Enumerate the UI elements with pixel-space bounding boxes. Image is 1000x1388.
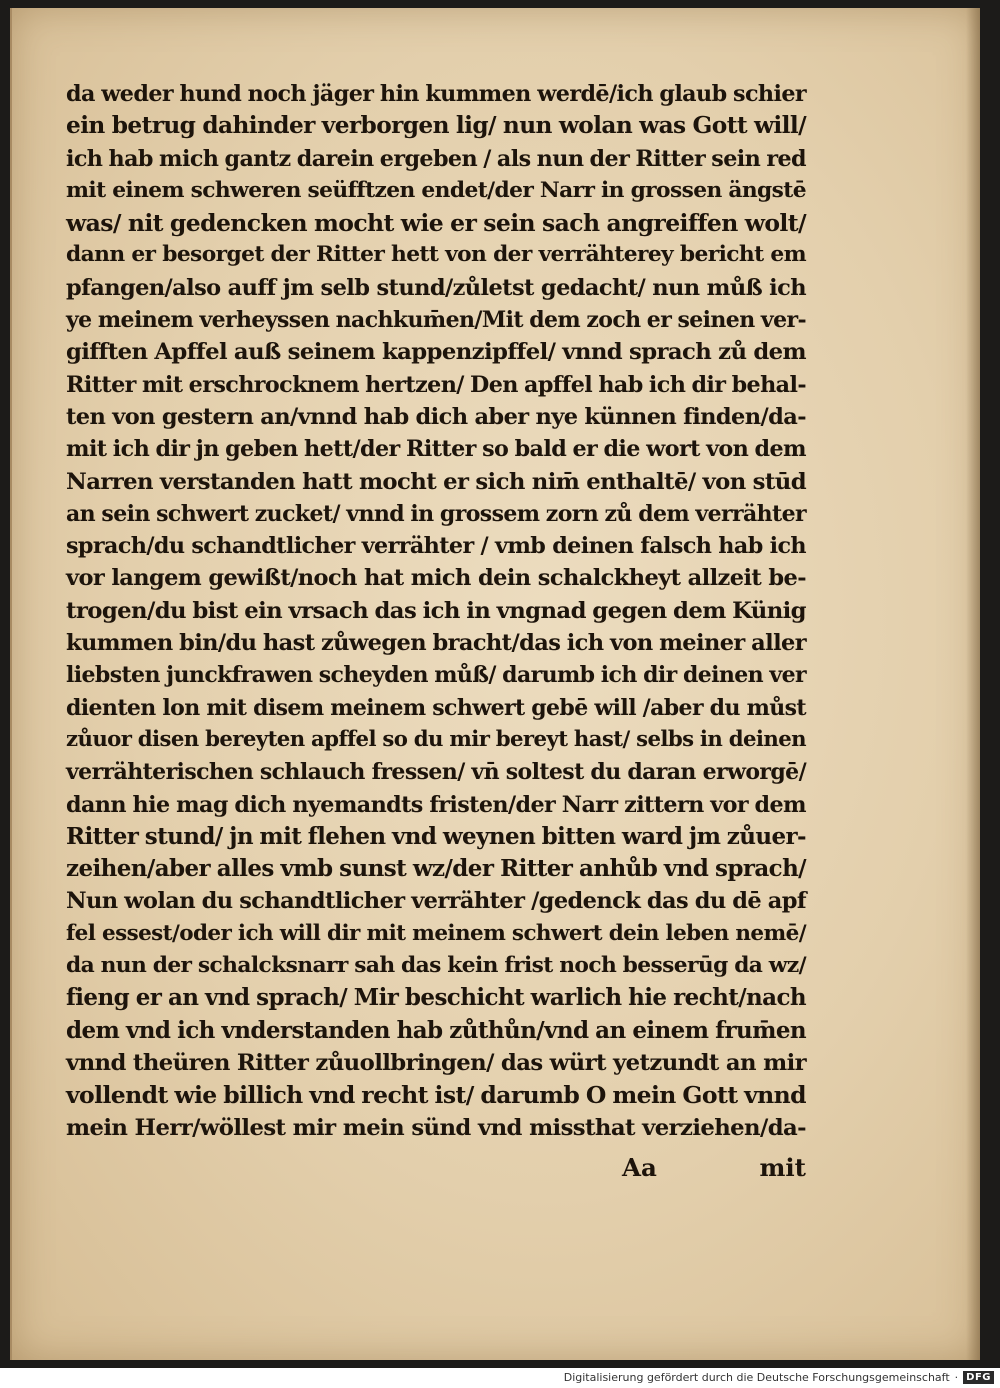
text-line: ich hab mich gantz darein ergeben / als nun der Ritter sein red	[66, 145, 806, 172]
text-line: sprach/du schandtlicher verrähter / vmb deinen falsch hab ich	[66, 533, 806, 560]
text-line: vollendt wie billich vnd recht ist/ darumb O mein Gott vnnd	[66, 1081, 806, 1110]
text-line: zůuor disen bereyten apffel so du mir bereyt hast/ selbs in deinen	[66, 726, 806, 752]
text-line: trogen/du bist ein vrsach das ich in vngnad gegen dem Künig	[66, 597, 806, 624]
text-line: verrähterischen schlauch fressen/ vn̄ soltest du daran erworgē/	[66, 759, 806, 786]
catchword: mit	[759, 1153, 806, 1182]
text-line: vnnd theüren Ritter zůuollbringen/ das würt yetzundt an mir	[66, 1049, 806, 1076]
text-line: mit einem schweren seüfftzen endet/der Narr in grossen ängstē	[66, 177, 806, 203]
text-line: fieng er an vnd sprach/ Mir beschicht warlich hie recht/nach	[66, 984, 806, 1012]
text-line: mit ich dir jn geben hett/der Ritter so bald er die wort von dem	[66, 436, 806, 463]
text-line: Narren verstanden hatt mocht er sich nim̄ enthaltē/ von stūd	[66, 468, 806, 495]
text-line: an sein schwert zucket/ vnnd in grossem zorn zů dem verrähter	[66, 500, 806, 527]
signature-mark: Aa	[622, 1153, 657, 1182]
text-line: dienten lon mit disem meinem schwert gebē will /aber du můst	[66, 694, 806, 721]
text-line: gifften Apffel auß seinem kappenzipffel/ vnnd sprach zů dem	[66, 339, 806, 366]
text-line: fel essest/oder ich will dir mit meinem schwert dein leben nemē/	[66, 920, 806, 946]
text-line: ten von gestern an/vnnd hab dich aber nye künnen finden/da-	[66, 403, 806, 430]
text-line: da nun der schalcksnarr sah das kein frist noch besserūg da wz/	[66, 953, 806, 979]
text-line: dann hie mag dich nyemandts fristen/der Narr zittern vor dem	[66, 791, 806, 818]
dfg-logo-icon: DFG	[963, 1371, 994, 1384]
text-line: dem vnd ich vnderstanden hab zůthůn/vnd an einem frum̄en	[66, 1016, 806, 1044]
text-line: Nun wolan du schandtlicher verrähter /gedenck das du dē apf	[66, 888, 806, 915]
text-line: dann er besorget der Ritter hett von der verrähterey bericht em	[66, 242, 806, 268]
text-line: liebsten junckfrawen scheyden můß/ darumb ich dir deinen ver	[66, 662, 806, 689]
footer-credit-text: Digitalisierung gefördert durch die Deutsche Forschungsgemeinschaft	[563, 1371, 950, 1384]
text-line: mein Herr/wöllest mir mein sünd vnd missthat verziehen/da-	[66, 1114, 806, 1141]
text-line: ye meinem verheyssen nachkum̄en/Mit dem zoch er seinen ver-	[66, 307, 806, 334]
text-line: Ritter mit erschrocknem hertzen/ Den apffel hab ich dir behal-	[66, 371, 806, 398]
digitization-footer	[564, 1369, 994, 1386]
text-line: zeihen/aber alles vmb sunst wz/der Ritter anhůb vnd sprach/	[66, 855, 806, 883]
footer-separator-dot: ·	[954, 1371, 959, 1384]
page-catchwords	[622, 1153, 806, 1182]
text-line: Ritter stund/ jn mit flehen vnd weynen bitten ward jm zůuer-	[66, 822, 806, 850]
text-line: ein betrug dahinder verborgen lig/ nun wolan was Gott will/	[66, 112, 806, 140]
text-line: pfangen/also auff jm selb stund/zůletst gedacht/ nun můß ich	[66, 274, 806, 301]
text-line: vor langem gewißt/noch hat mich dein schalckheyt allzeit be-	[66, 565, 806, 592]
page-text-block	[66, 78, 806, 1144]
text-line: was/ nit gedencken mocht wie er sein sach angreiffen wolt/	[66, 209, 806, 238]
text-line: da weder hund noch jäger hin kummen werdē/ich glaub schier	[66, 81, 806, 107]
page-edge-shadow	[966, 8, 980, 1360]
text-line: kummen bin/du hast zůwegen bracht/das ich von meiner aller	[66, 630, 806, 657]
